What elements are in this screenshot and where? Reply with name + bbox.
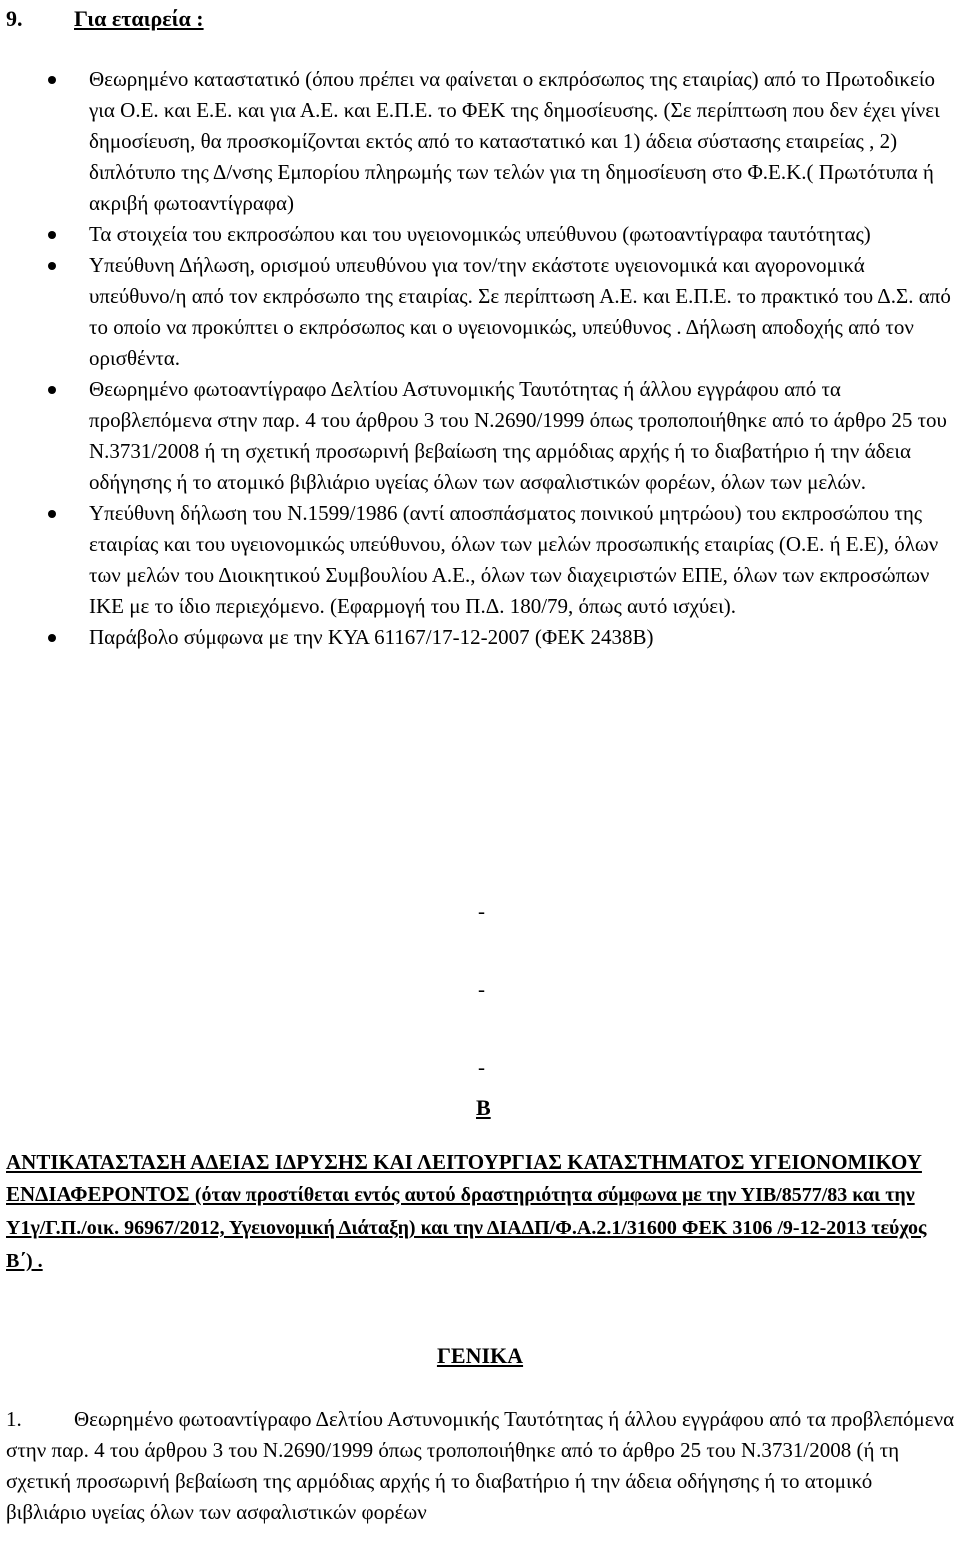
list-item (0, 64, 960, 219)
list-item (0, 498, 960, 622)
list-item-text: Θεωρημένο καταστατικό (όπου πρέπει να φαίνεται ο εκπρόσωπος της εταιρίας) από το Πρωτοδικείο για Ο.Ε. και Ε.Ε. και για Α.Ε. και Ε.Π.Ε. το ΦΕΚ της δημοσίευσης. (Σε περίπτωση που δεν έχει γίνει δημοσίευση, θα προσκομίζονται εκτός από το καταστατικό και 1) άδεια σύστασης εταιρείας , 2) διπλότυπο της Δ/νσης Εμπορίου πληρωμής των τελών για τη δημοσίευση στο Φ.Ε.Κ.( Πρωτότυπα ή ακριβή φωτοαντίγραφα) (89, 67, 940, 215)
general-item-1 (6, 1404, 956, 1528)
general-heading: ΓΕΝΙΚΑ (436, 1343, 524, 1368)
requirements-list (0, 64, 960, 653)
bullet-icon (48, 262, 56, 270)
list-item (0, 250, 960, 374)
general-item-1-text: Θεωρημένο φωτοαντίγραφο Δελτίου Αστυνομικής Ταυτότητας ή άλλου εγγράφου από τα προβλεπόμενα στην παρ. 4 του άρθρου 3 του Ν.2690/1999 όπως τροποποιήθηκε από το άρθρο 25 του Ν.3731/2008 (ή τη σχετική προσωρινή βεβαίωση της αρμόδιας αρχής ή το διαβατήριο ή την άδεια οδήγησης ή το ατομικό βιβλιάριο υγείας όλων των ασφαλιστικών φορέων (6, 1407, 955, 1524)
list-item-text: Θεωρημένο φωτοαντίγραφο Δελτίου Αστυνομικής Ταυτότητας ή άλλου εγγράφου από τα προβλεπόμενα στην παρ. 4 του άρθρου 3 του Ν.2690/1999 όπως τροποποιήθηκε από το άρθρο 25 του Ν.3731/2008 ή τη σχετική προσωρινή βεβαίωση της αρμόδιας αρχής ή το διαβατήριο ή την άδεια οδήγησης ή το ατομικό βιβλιάριο υγείας όλων των ασφαλιστικών φορέων, όλων των μελών. (89, 377, 947, 494)
bullet-icon (48, 634, 56, 642)
general-item-1-number: 1. (6, 1407, 22, 1431)
list-item-text: Παράβολο σύμφωνα με την ΚΥΑ 61167/17-12-2007 (ΦΕΚ 2438Β) (89, 625, 654, 649)
dash-item: - (478, 977, 485, 1001)
bullet-icon (48, 76, 56, 84)
section-9-heading (6, 4, 204, 34)
section-9-title: Για εταιρεία : (74, 6, 204, 31)
bullet-icon (48, 510, 56, 518)
list-item-text: Τα στοιχεία του εκπροσώπου και του υγειονομικώς υπεύθυνου (φωτοαντίγραφα ταυτότητας) (89, 222, 871, 246)
part-letter: Β (476, 1095, 491, 1120)
section-b-title: ΑΝΤΙΚΑΤΑΣΤΑΣΗ ΑΔΕΙΑΣ ΙΔΡΥΣΗΣ ΚΑΙ ΛΕΙΤΟΥΡΓΙΑΣ ΚΑΤΑΣΤΗΜΑΤΟΣ ΥΓΕΙΟΝΟΜΙΚΟΥ ΕΝΔΙΑΦΕΡΟΝΤΟΣ (6, 1150, 922, 1206)
section-b-subtitle: (όταν προστίθεται εντός αυτού δραστηριότητα σύμφωνα με την ΥΙΒ/8577/83 και την Υ1γ/Γ.Π./οικ. 96967/2012, Υγειονομική Διάταξη) και την ΔΙΑΔΠ/Φ.Α.2.1/31600 ΦΕΚ 3106 /9-12-2013 τεύχος Β΄) . (6, 1184, 927, 1272)
list-item-text: Υπεύθυνη Δήλωση, ορισμού υπευθύνου για τον/την εκάστοτε υγειονομικά και αγορονομικά υπεύθυνο/η από τον εκπρόσωπο της εταιρίας. Σε περίπτωση Α.Ε. και Ε.Π.Ε. το πρακτικό του Δ.Σ. από το οποίο να προκύπτει ο εκπρόσωπος και ο υγειονομικώς, υπεύθυνος . Δήλωση αποδοχής από τον ορισθέντα. (89, 253, 951, 370)
section-9-number: 9. (6, 6, 23, 31)
list-item (0, 622, 960, 653)
list-item-text: Υπεύθυνη δήλωση του Ν.1599/1986 (αντί αποσπάσματος ποινικού μητρώου) του εκπροσώπου της εταιρίας και του υγειονομικώς υπεύθυνου, όλων των μελών προσωπικής εταιρίας (Ο.Ε. ή Ε.Ε), όλων των μελών του Διοικητικού Συμβουλίου Α.Ε., όλων των διαχειριστών ΕΠΕ, όλων των εκπροσώπων ΙΚΕ με το ίδιο περιεχόμενο. (Εφαρμογή του Π.Δ. 180/79, όπως αυτό ισχύει). (89, 501, 939, 618)
dash-item: - (478, 899, 485, 923)
list-item (0, 219, 960, 250)
bullet-icon (48, 386, 56, 394)
section-b-heading (6, 1146, 956, 1277)
bullet-icon (48, 231, 56, 239)
dash-item: - (478, 1055, 485, 1079)
list-item (0, 374, 960, 498)
